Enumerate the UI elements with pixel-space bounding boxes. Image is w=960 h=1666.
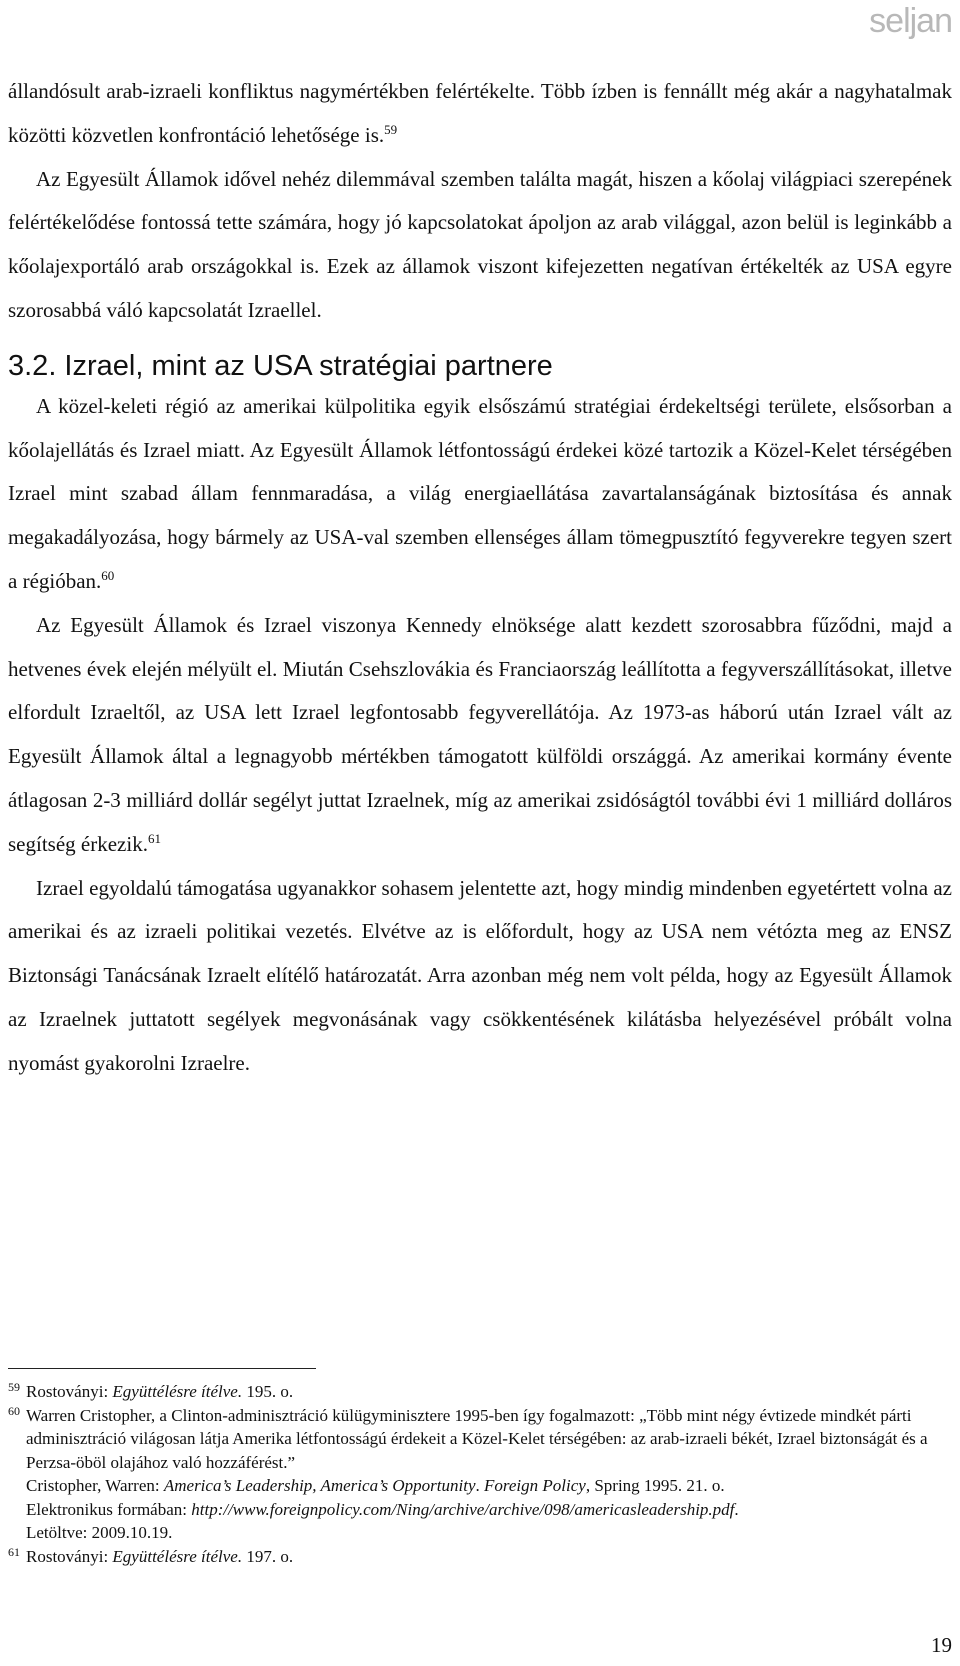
section-heading: 3.2. Izrael, mint az USA stratégiai partnere bbox=[8, 349, 553, 382]
paragraph-5: Izrael egyoldalú támogatása ugyanakkor sohasem jelentette azt, hogy mindig mindenben egyetértett volna az amerikai és az izraeli politikai vezetés. Elvétve az is előfordult, hogy az USA nem vétózta meg az ENSZ Biztonsági Tanácsának Izraelt elítélő határozatát. Arra azonban még nem volt példa, hogy az Egyesült Államok az Izraelnek juttatott segélyek megvonásának vagy csökkentésének kilátásba helyezésével próbált volna nyomást gyakorolni Izraelre. bbox=[8, 875, 952, 1075]
footnotes bbox=[8, 1380, 952, 1568]
publisher-logo: seljan bbox=[869, 2, 952, 40]
footnote-ref-59[interactable]: 59 bbox=[384, 121, 398, 137]
footnote-quote: Warren Cristopher, a Clinton-adminisztráció külügyminisztere 1995-ben így fogalmazott: „Több mint négy évtizede mindkét párti adminisztráció világosan látja Amerika létfontosságú érdekeit a Közel-Kelet térségében: az arab-izraeli békét, Izrael biztonságát és a Perzsa-öböl olajához való hozzáférést.” bbox=[26, 1405, 928, 1472]
footnote-title: Együttélésre ítélve. bbox=[112, 1546, 243, 1566]
footnote-ref-60[interactable]: 60 bbox=[101, 567, 115, 583]
footnote-number: 61 bbox=[8, 1544, 20, 1559]
footnote-61: 61 Rostoványi: Együttélésre ítélve. 197. o. bbox=[8, 1545, 952, 1569]
paragraph-4: Az Egyesült Államok és Izrael viszonya Kennedy elnöksége alatt kezdett szorosabbra fűződni, majd a hetvenes évek elején mélyült el. Miután Csehszlovákia és Franciaország leállította a fegyverszállításokat, illetve elfordult Izraeltől, az USA lett Izrael legfontosabb fegyverellátója. Az 1973-as háború után Izrael vált az Egyesült Államok által a legnagyobb mértékben támogatott külföldi országgá. Az amerikai kormány évente átlagosan 2-3 milliárd dollár segélyt juttat Izraelnek, míg az amerikai zsidóságtól további évi 1 milliárd dolláros segítség érkezik.$^{61}$ bbox=[8, 612, 952, 856]
source-url[interactable]: http://www.foreignpolicy.com/Ning/archive/archive/098/americasleadership.pdf bbox=[191, 1499, 735, 1519]
footnote-number: 60 bbox=[8, 1403, 20, 1418]
cited-journal: Foreign Policy bbox=[484, 1476, 586, 1495]
paragraph-3: A közel-keleti régió az amerikai külpolitika egyik elsőszámú stratégiai érdekeltségi területe, elsősorban a kőolajellátás és Izrael miatt. Az Egyesült Államok létfontosságú érdekei közé tartozik a Közel-Kelet térségében Izrael mint szabad állam fennmaradása, a világ energiaellátása zavartalanságának biztosítása és annak megakadályozása, hogy bármely az USA-val szemben ellenséges állam tömegpusztító fegyverekre tegyen szert a régióban.$^{60}$ bbox=[8, 393, 952, 593]
footnote-divider bbox=[8, 1368, 316, 1369]
page-number: 19 bbox=[931, 1633, 952, 1657]
footnote-number: 59 bbox=[8, 1380, 20, 1394]
footnote-ref-61[interactable]: 61 bbox=[147, 830, 161, 846]
footnote-59: 59 Rostoványi: Együttélésre ítélve. 195. o. bbox=[8, 1380, 952, 1404]
footnote-title: Együttélésre ítélve. bbox=[112, 1382, 243, 1401]
footnote-60: 60 Warren Cristopher, a Clinton-adminisztráció külügyminisztere 1995-ben így fogalmazott: „Több mint négy évtizede mindkét párti adminisztráció világosan látja Amerika létfontosságú érdekeit a Közel-Kelet térségében: az arab-izraeli békét, Izrael biztonságát és a Perzsa-öböl olajához való hozzáférést.” Cristopher, Warren: America’s Leadership, America’s Opportunity. Foreign Policy, Spring 1995. 21. o. Elektronikus formában: http://www.foreignpolicy.com/Ning/archive/archive/098/americasleadership.pdf. Letöltve: 2009.10.19. bbox=[8, 1404, 952, 1545]
paragraph-1: állandósult arab-izraeli konfliktus nagymértékben felértékelte. Több ízben is fennállt még akár a nagyhatalmak közötti közvetlen konfrontáció lehetősége is.$^{59}$ bbox=[8, 79, 952, 147]
page-body bbox=[8, 70, 952, 1086]
download-date: Letöltve: 2009.10.19. bbox=[26, 1523, 173, 1542]
cited-article-title: America’s Leadership, America’s Opportunity bbox=[163, 1476, 476, 1495]
paragraph-2: Az Egyesült Államok idővel nehéz dilemmával szemben találta magát, hiszen a kőolaj világpiaci szerepének felértékelődése fontossá tette számára, hogy jó kapcsolatokat ápoljon az arab világgal, azon belül is leginkább a kőolajexportáló arab országokkal is. Ezek az államok viszont kifejezetten negatívan értékelték az USA egyre szorosabbá váló kapcsolatát Izraellel. bbox=[8, 166, 952, 322]
